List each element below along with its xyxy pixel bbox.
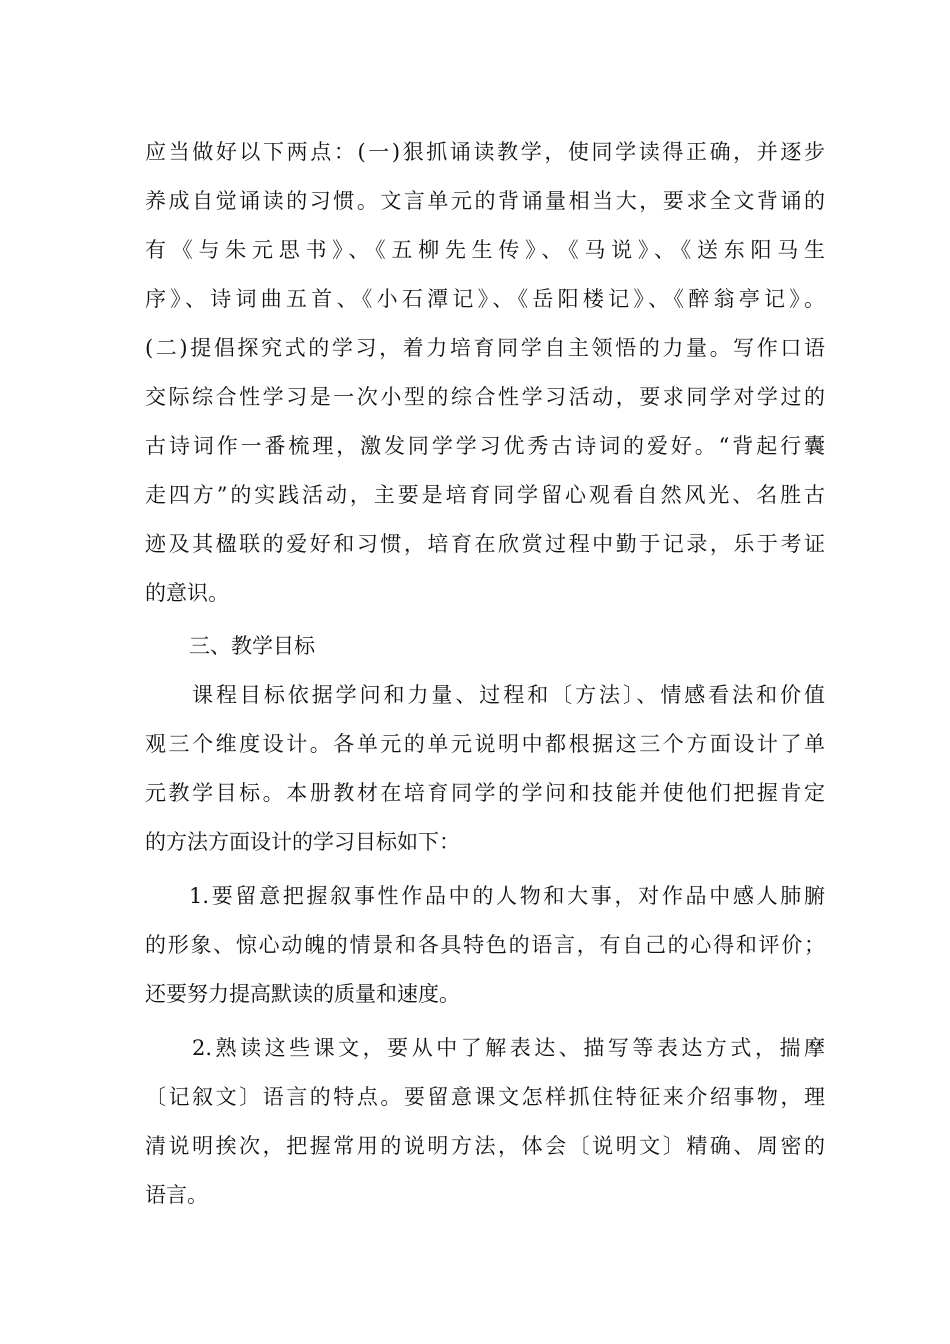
list-item-1: 1.要留意把握叙事性作品中的人物和大事，对作品中感人肺腑 [189, 884, 825, 908]
section-heading: 三、教学目标 [189, 634, 315, 658]
text-line: 走四方”的实践活动，主要是培育同学留心观看自然风光、名胜古 [145, 483, 825, 507]
text-line: 迹及其楹联的爱好和习惯，培育在欣赏过程中勤于记录，乐于考证 [145, 532, 825, 556]
text-line: (二)提倡探究式的学习，着力培育同学自主领悟的力量。写作口语 [145, 336, 825, 360]
text-line: 清说明挨次，把握常用的说明方法，体会〔说明文〕精确、周密的 [145, 1134, 825, 1158]
text-line: 语言。 [145, 1183, 208, 1207]
text-line: 课程目标依据学问和力量、过程和〔方法〕、情感看法和价值 [192, 683, 825, 707]
text-line: 交际综合性学习是一次小型的综合性学习活动，要求同学对学过的 [145, 385, 825, 409]
text-line: 的方法方面设计的学习目标如下： [145, 830, 460, 854]
text-line: 有《与朱元思书》、《五柳先生传》、《马说》、《送东阳马生 [145, 238, 825, 262]
text-line: 〔记叙文〕语言的特点。要留意课文怎样抓住特征来介绍事物，理 [145, 1085, 825, 1109]
text-line: 观三个维度设计。各单元的单元说明中都根据这三个方面设计了单 [145, 732, 825, 756]
text-line: 养成自觉诵读的习惯。文言单元的背诵量相当大，要求全文背诵的 [145, 189, 825, 213]
text-line: 序》、诗词曲五首、《小石潭记》、《岳阳楼记》、《醉翁亭记》。 [145, 287, 825, 311]
text-line: 还要努力提高默读的质量和速度。 [145, 982, 460, 1006]
text-line: 古诗词作一番梳理，激发同学学习优秀古诗词的爱好。“背起行囊 [145, 434, 825, 458]
list-item-2: 2.熟读这些课文，要从中了解表达、描写等表达方式，揣摩 [192, 1036, 825, 1060]
text-line: 的意识。 [145, 581, 229, 605]
text-line: 应当做好以下两点：(一)狠抓诵读教学，使同学读得正确，并逐步 [145, 140, 825, 164]
text-line: 的形象、惊心动魄的情景和各具特色的语言，有自己的心得和评价； [145, 933, 825, 957]
text-line: 元教学目标。本册教材在培育同学的学问和技能并使他们把握肯定 [145, 781, 825, 805]
